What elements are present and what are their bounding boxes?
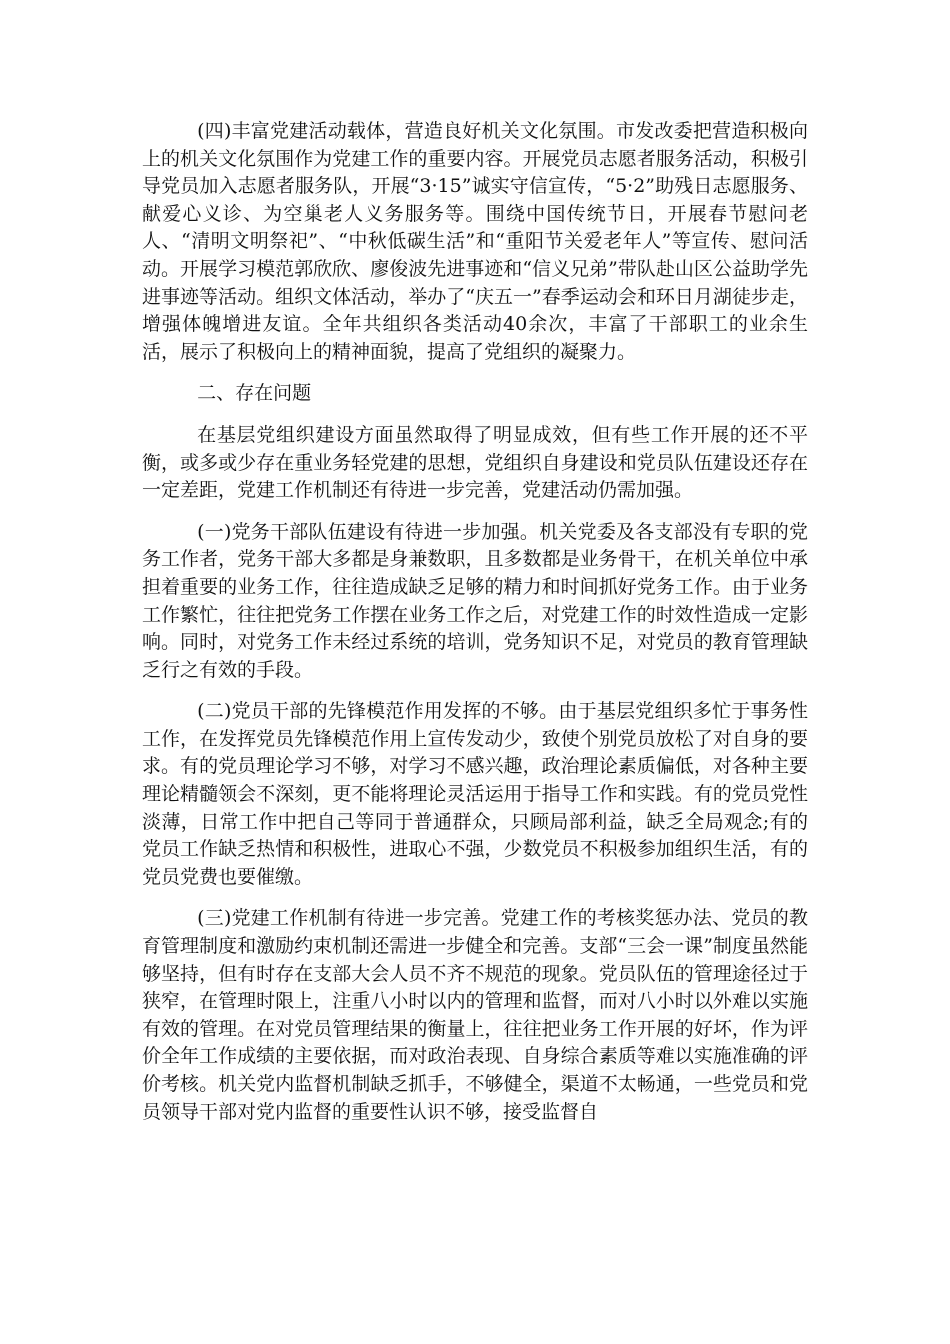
paragraph-enrich-activities: (四)丰富党建活动载体，营造良好机关文化氛围。市发改委把营造积极向上的机关文化氛围作为党建工作的重要内容。开展党员志愿者服务活动，积极引导党员加入志愿者服务队，开展“3·15”诚实守信宣传，“5·2”助残日志愿服务、献爱心义诊、为空巢老人义务服务等。围绕中国传统节日，开展春节慰问老人、“清明文明祭祀”、“中秋低碳生活”和“重阳节关爱老年人”等宣传、慰问活动。开展学习模范郭欣欣、廖俊波先进事迹和“信义兄弟”带队赴山区公益助学先进事迹等活动。组织文体活动，举办了“庆五一”春季运动会和环日月湖徒步走，增强体魄增进友谊。全年共组织各类活动40余次，丰富了干部职工的业余生活，展示了积极向上的精神面貌，提高了党组织的凝聚力。 — [142, 120, 808, 363]
paragraph-problems-intro: 在基层党组织建设方面虽然取得了明显成效，但有些工作开展的还不平衡，或多或少存在重业务轻党建的思想，党组织自身建设和党员队伍建设还存在一定差距，党建工作机制还有待进一步完善，党建活动仍需加强。 — [142, 423, 808, 502]
section-heading-existing-problems: 二、存在问题 — [197, 382, 312, 405]
document-body — [142, 118, 808, 1140]
paragraph-vanguard-role: (二)党员干部的先锋模范作用发挥的不够。由于基层党组织多忙于事务性工作，在发挥党员先锋模范作用上宣传发动少，致使个别党员放松了对自身的要求。有的党员理论学习不够，对学习不感兴趣，政治理论素质偏低，对各种主要理论精髓领会不深刻，更不能将理论灵活运用于指导工作和实践。有的党员党性淡薄，日常工作中把自己等同于普通群众，只顾局部利益，缺乏全局观念;有的党员工作缺乏热情和积极性，进取心不强，少数党员不积极参加组织生活，有的党员党费也要催缴。 — [142, 700, 808, 888]
paragraph-work-mechanism: (三)党建工作机制有待进一步完善。党建工作的考核奖惩办法、党员的教育管理制度和激励约束机制还需进一步健全和完善。支部“三会一课”制度虽然能够坚持，但有时存在支部大会人员不齐不规范的现象。党员队伍的管理途径过于狭窄，在管理时限上，注重八小时以内的管理和监督，而对八小时以外难以实施有效的管理。在对党员管理结果的衡量上，往往把业务工作开展的好坏，作为评价全年工作成绩的主要依据，而对政治表现、自身综合素质等难以实施准确的评价考核。机关党内监督机制缺乏抓手，不够健全，渠道不太畅通，一些党员和党员领导干部对党内监督的重要性认识不够，接受监督自 — [142, 907, 808, 1123]
paragraph-cadre-team: (一)党务干部队伍建设有待进一步加强。机关党委及各支部没有专职的党务工作者，党务干部大多都是身兼数职，且多数都是业务骨干，在机关单位中承担着重要的业务工作，往往造成缺乏足够的精力和时间抓好党务工作。由于业务工作繁忙，往往把党务工作摆在业务工作之后，对党建工作的时效性造成一定影响。同时，对党务工作未经过系统的培训，党务知识不足，对党员的教育管理缺乏行之有效的手段。 — [142, 520, 808, 681]
